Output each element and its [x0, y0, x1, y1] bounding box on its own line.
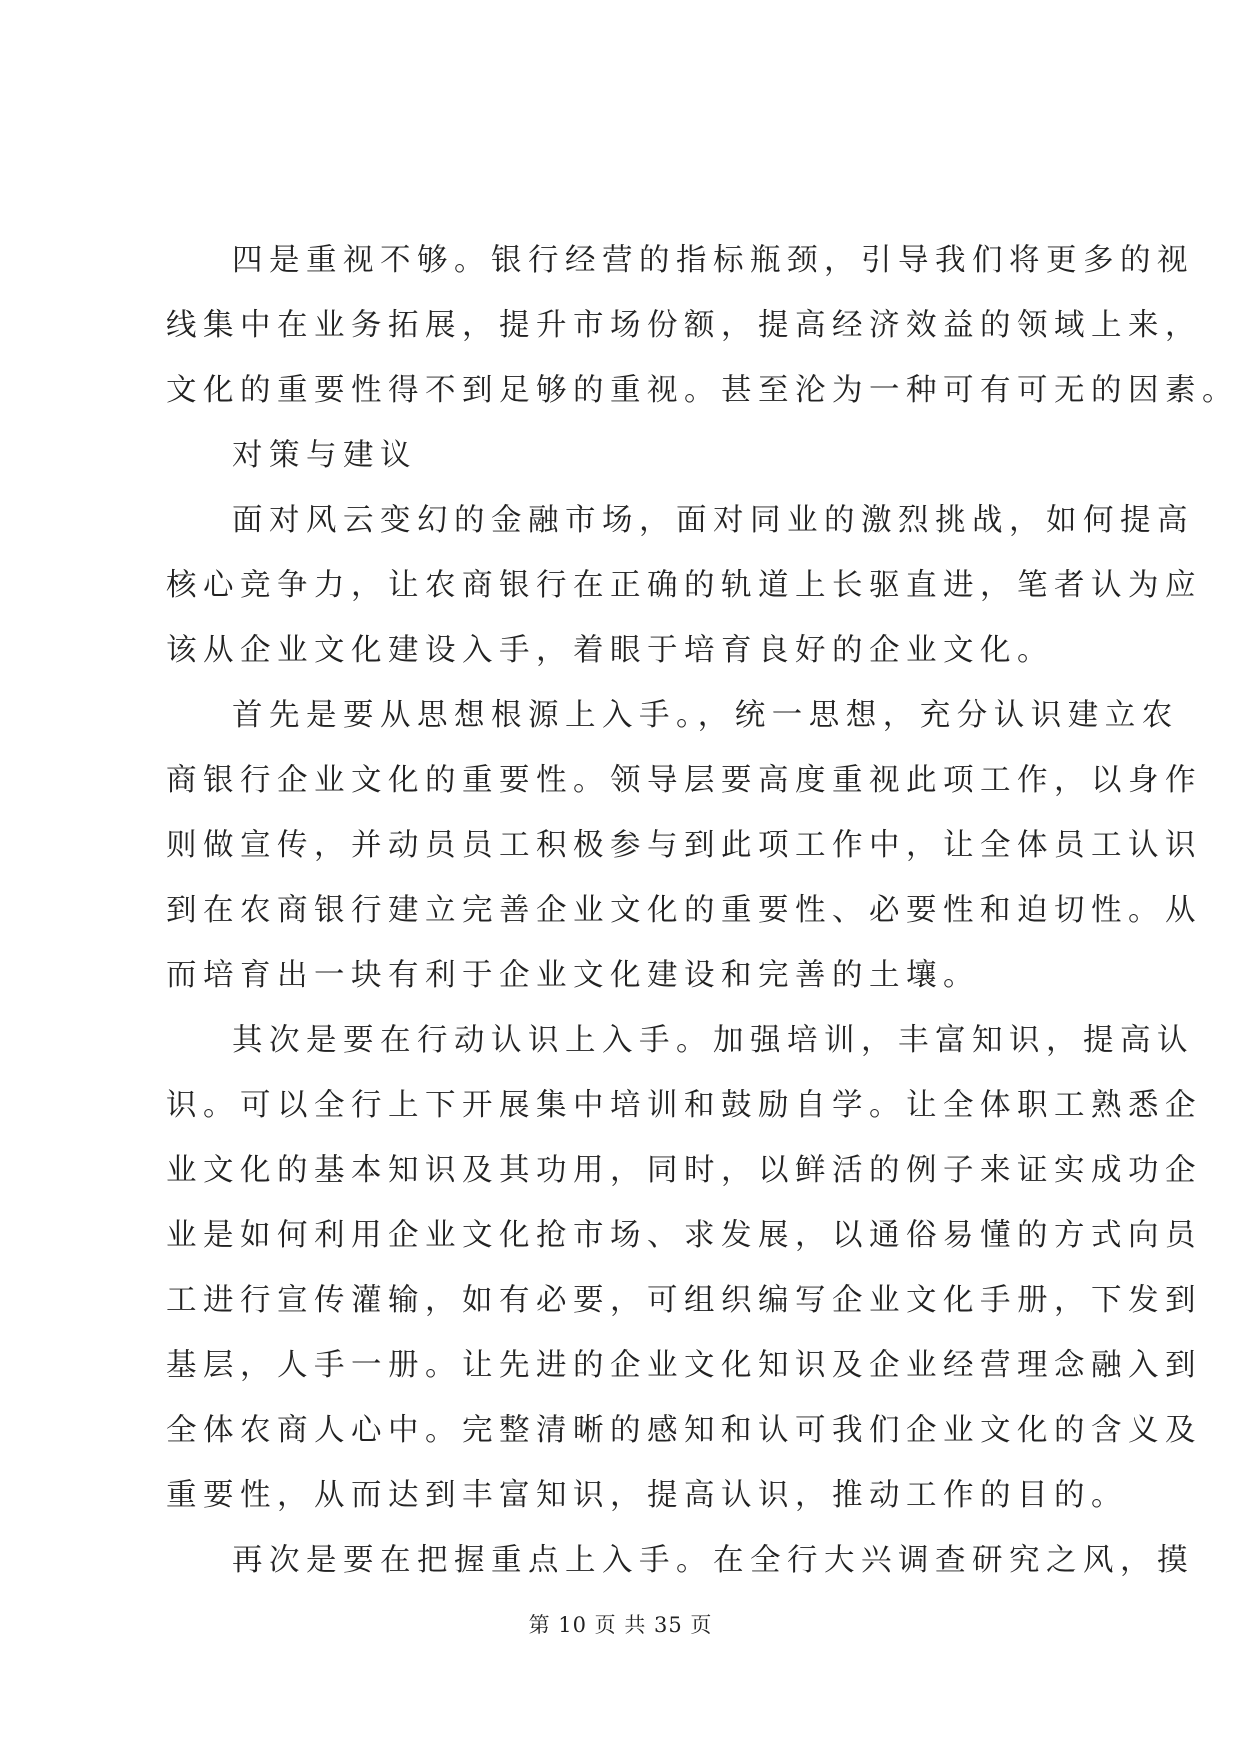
text-line: 业是如何利用企业文化抢市场、求发展，以通俗易懂的方式向员 [166, 1218, 1202, 1253]
text-line: 全体农商人心中。完整清晰的感知和认可我们企业文化的含义及 [166, 1413, 1202, 1448]
text-line: 业文化的基本知识及其功用，同时，以鲜活的例子来证实成功企 [166, 1153, 1202, 1188]
text-line: 四是重视不够。银行经营的指标瓶颈，引导我们将更多的视 [232, 243, 1194, 278]
text-line: 则做宣传，并动员员工积极参与到此项工作中，让全体员工认识 [166, 828, 1202, 863]
text-line: 基层，人手一册。让先进的企业文化知识及企业经营理念融入到 [166, 1348, 1202, 1383]
text-line: 到在农商银行建立完善企业文化的重要性、必要性和迫切性。从 [166, 893, 1202, 928]
text-line: 再次是要在把握重点上入手。在全行大兴调查研究之风，摸 [232, 1543, 1194, 1578]
text-line: 重要性，从而达到丰富知识，提高认识，推动工作的目的。 [166, 1478, 1128, 1513]
text-line: 而培育出一块有利于企业文化建设和完善的土壤。 [166, 958, 980, 993]
text-line: 工进行宣传灌输，如有必要，可组织编写企业文化手册，下发到 [166, 1283, 1202, 1318]
text-line: 识。可以全行上下开展集中培训和鼓励自学。让全体职工熟悉企 [166, 1088, 1202, 1123]
page-footer: 第 10 页 共 35 页 [528, 1613, 713, 1637]
text-line: 其次是要在行动认识上入手。加强培训，丰富知识，提高认 [232, 1023, 1194, 1058]
text-line: 首先是要从思想根源上入手。，统一思想，充分认识建立农 [232, 698, 1179, 733]
text-line: 文化的重要性得不到足够的重视。甚至沦为一种可有可无的因素。 [166, 373, 1239, 408]
text-line: 核心竞争力，让农商银行在正确的轨道上长驱直进，笔者认为应 [166, 568, 1202, 603]
text-line: 对策与建议 [232, 438, 417, 473]
document-body [166, 228, 1239, 1593]
text-line: 面对风云变幻的金融市场，面对同业的激烈挑战，如何提高 [232, 503, 1194, 538]
text-line: 线集中在业务拓展，提升市场份额，提高经济效益的领域上来， [166, 308, 1202, 343]
text-line: 商银行企业文化的重要性。领导层要高度重视此项工作，以身作 [166, 763, 1202, 798]
text-line: 该从企业文化建设入手，着眼于培育良好的企业文化。 [166, 633, 1054, 668]
